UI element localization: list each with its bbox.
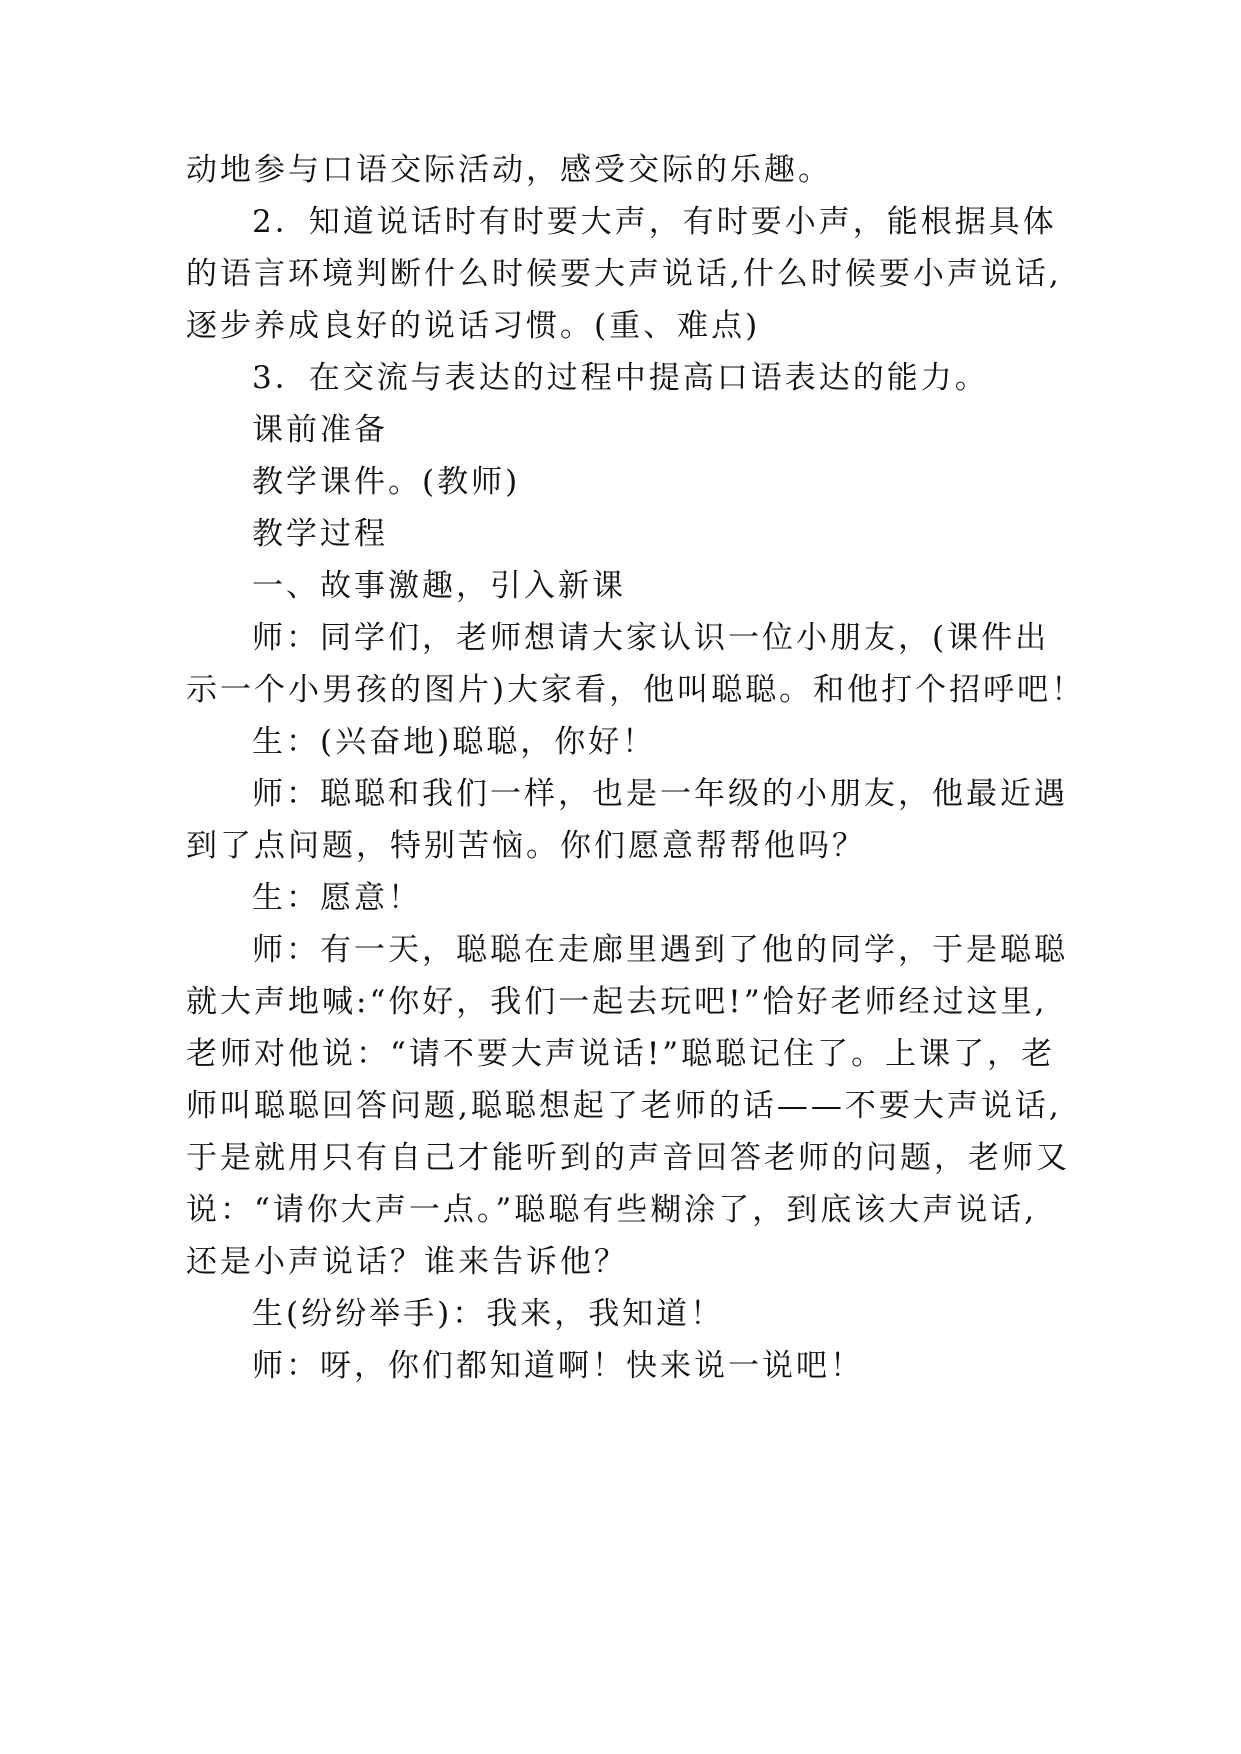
text-line: 3．在交流与表达的过程中提高口语表达的能力。 [252,360,989,396]
text-line: 生：(兴奋地)聪聪，你好！ [252,724,657,760]
text-line: 师：呀，你们都知道啊！快来说一说吧！ [252,1348,864,1384]
text-line: 师叫聪聪回答问题,聪聪想起了老师的话——不要大声说话, [186,1088,1062,1124]
text-line: 逐步养成良好的说话习惯。(重、难点) [186,308,761,344]
text-line: 老师对他说：“请不要大声说话!”聪聪记住了。上课了，老 [186,1036,1056,1072]
text-line: 的语言环境判断什么时候要大声说话,什么时候要小声说话, [186,256,1062,292]
text-line: 生：愿意！ [252,880,422,916]
text-line: 示一个小男孩的图片)大家看，他叫聪聪。和他打个招呼吧！ [186,672,1086,708]
text-line: 师：聪聪和我们一样，也是一年级的小朋友，他最近遇 [252,776,1068,812]
text-line: 说：“请你大声一点。”聪聪有些糊涂了，到底该大声说话, [186,1192,1038,1228]
text-line: 还是小声说话？谁来告诉他？ [186,1244,628,1280]
text-line: 师：有一天，聪聪在走廊里遇到了他的同学，于是聪聪 [252,932,1068,968]
section-heading: 课前准备 [252,412,388,448]
text-line: 2．知道说话时有时要大声，有时要小声，能根据具体 [252,204,1057,240]
text-line: 教学课件。(教师) [252,464,521,500]
text-line: 于是就用只有自己才能听到的声音回答老师的问题，老师又 [186,1140,1070,1176]
text-line: 就大声地喊:“你好，我们一起去玩吧!”恰好老师经过这里, [186,984,1048,1020]
section-heading: 一、故事激趣，引入新课 [252,568,626,604]
section-heading: 教学过程 [252,516,388,552]
text-line: 动地参与口语交际活动，感受交际的乐趣。 [186,152,832,188]
text-line: 师：同学们，老师想请大家认识一位小朋友，(课件出 [252,620,1050,656]
text-line: 到了点问题，特别苦恼。你们愿意帮帮他吗？ [186,828,866,864]
text-line: 生(纷纷举手)：我来，我知道！ [252,1296,725,1332]
